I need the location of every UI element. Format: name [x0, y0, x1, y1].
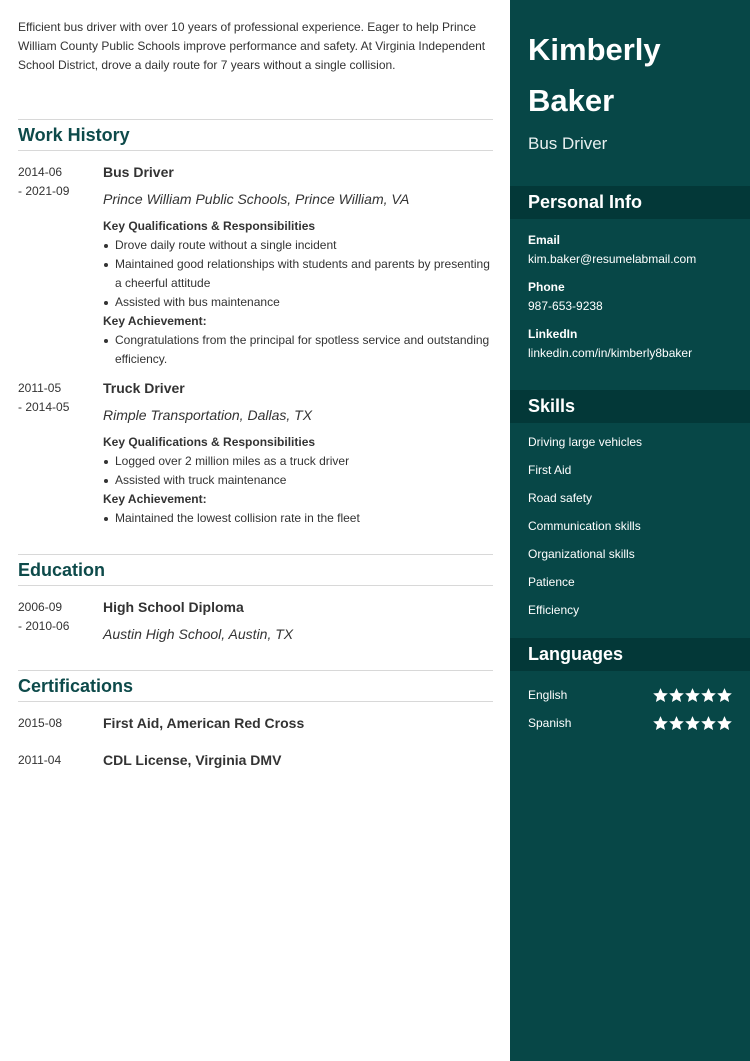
list-item: Maintained good relationships with students and parents by presenting a cheerful attitude — [103, 255, 493, 293]
email-label: Email — [528, 233, 561, 247]
qual-list — [103, 236, 493, 312]
education-dates — [18, 598, 103, 644]
language-row — [528, 709, 732, 737]
star-filled-icon — [669, 688, 684, 703]
job-dates — [18, 163, 103, 369]
achievement-list — [103, 331, 493, 369]
job-body — [103, 379, 493, 528]
degree-title: High School Diploma — [103, 599, 244, 615]
job-title: Bus Driver — [103, 164, 174, 180]
star-filled-icon — [701, 688, 716, 703]
job-role: Bus Driver — [528, 134, 608, 153]
list-item: Maintained the lowest collision rate in the fleet — [103, 509, 493, 528]
star-filled-icon — [685, 716, 700, 731]
cert-date: 2015-08 — [18, 716, 63, 730]
list-item: Drove daily route without a single incident — [103, 236, 493, 255]
sidebar-header — [510, 390, 750, 423]
skill-item: Efficiency — [528, 603, 580, 617]
date-end: - 2010-06 — [18, 619, 70, 633]
list-item: Congratulations from the principal for spotless service and outstanding efficiency. — [103, 331, 493, 369]
achievement-list — [103, 509, 493, 528]
languages-list — [510, 671, 750, 737]
qual-list — [103, 452, 493, 490]
date-start: 2014-06 — [18, 165, 63, 179]
education-entry — [18, 598, 493, 644]
language-name: Spanish — [528, 716, 572, 730]
date-end: - 2021-09 — [18, 184, 70, 198]
job-dates — [18, 379, 103, 528]
list-item: Assisted with truck maintenance — [103, 471, 493, 490]
first-name: Kimberly — [528, 32, 661, 67]
candidate-name — [510, 0, 750, 126]
section-header — [18, 554, 493, 586]
sidebar-header — [510, 186, 750, 219]
skill-item: Organizational skills — [528, 547, 635, 561]
date-start: 2006-09 — [18, 600, 63, 614]
job-org: Rimple Transportation, Dallas, TX — [103, 407, 313, 423]
star-filled-icon — [653, 688, 668, 703]
personal-info — [510, 219, 750, 363]
email-value[interactable]: kim.baker@resumelabmail.com — [528, 252, 697, 266]
school-name: Austin High School, Austin, TX — [103, 626, 294, 642]
qual-heading: Key Qualifications & Responsibilities — [103, 219, 316, 233]
language-row — [528, 681, 732, 709]
skills-heading: Skills — [528, 396, 576, 416]
summary: Efficient bus driver with over 10 years of professional experience. Eager to help Prince William County Public Schools improve performance and safety. At Virginia Independent School District, drove a daily route for 7 years without a single collision. — [18, 20, 486, 72]
phone-label: Phone — [528, 280, 565, 294]
certification-entry — [18, 714, 493, 733]
job-org: Prince William Public Schools, Prince William, VA — [103, 191, 410, 207]
achievement-heading: Key Achievement: — [103, 492, 207, 506]
education-section — [18, 554, 493, 644]
skill-item: First Aid — [528, 463, 572, 477]
cert-title: CDL License, Virginia DMV — [103, 752, 282, 768]
job-body — [103, 163, 493, 369]
skills-list — [510, 423, 750, 620]
date-end: - 2014-05 — [18, 400, 70, 414]
phone-value[interactable]: 987-653-9238 — [528, 299, 603, 313]
linkedin-value[interactable]: linkedin.com/in/kimberly8baker — [528, 346, 693, 360]
job-entry — [18, 379, 493, 528]
work-history-heading: Work History — [18, 124, 130, 145]
star-filled-icon — [685, 688, 700, 703]
cert-date: 2011-04 — [18, 753, 62, 767]
section-header — [18, 670, 493, 702]
star-filled-icon — [717, 716, 732, 731]
languages-heading: Languages — [528, 644, 624, 664]
section-header — [18, 119, 493, 151]
language-rating — [653, 716, 732, 731]
certifications-heading: Certifications — [18, 675, 134, 696]
job-entry — [18, 163, 493, 369]
sidebar-header — [510, 638, 750, 671]
star-filled-icon — [717, 688, 732, 703]
language-name: English — [528, 688, 568, 702]
last-name: Baker — [528, 83, 615, 118]
education-body — [103, 598, 493, 644]
skill-item: Road safety — [528, 491, 593, 505]
cert-title: First Aid, American Red Cross — [103, 715, 305, 731]
language-rating — [653, 688, 732, 703]
achievement-heading: Key Achievement: — [103, 314, 207, 328]
list-item: Assisted with bus maintenance — [103, 293, 493, 312]
education-heading: Education — [18, 559, 106, 580]
linkedin-label: LinkedIn — [528, 327, 578, 341]
skill-item: Patience — [528, 575, 575, 589]
job-title: Truck Driver — [103, 380, 185, 396]
date-start: 2011-05 — [18, 381, 62, 395]
star-filled-icon — [653, 716, 668, 731]
personal-info-heading: Personal Info — [528, 192, 643, 212]
work-history-section — [18, 119, 493, 528]
skill-item: Driving large vehicles — [528, 435, 643, 449]
qual-heading: Key Qualifications & Responsibilities — [103, 435, 316, 449]
skill-item: Communication skills — [528, 519, 641, 533]
star-filled-icon — [701, 716, 716, 731]
list-item: Logged over 2 million miles as a truck driver — [103, 452, 493, 471]
star-filled-icon — [669, 716, 684, 731]
certifications-section — [18, 670, 493, 770]
sidebar — [510, 0, 750, 1061]
certification-entry — [18, 751, 493, 770]
